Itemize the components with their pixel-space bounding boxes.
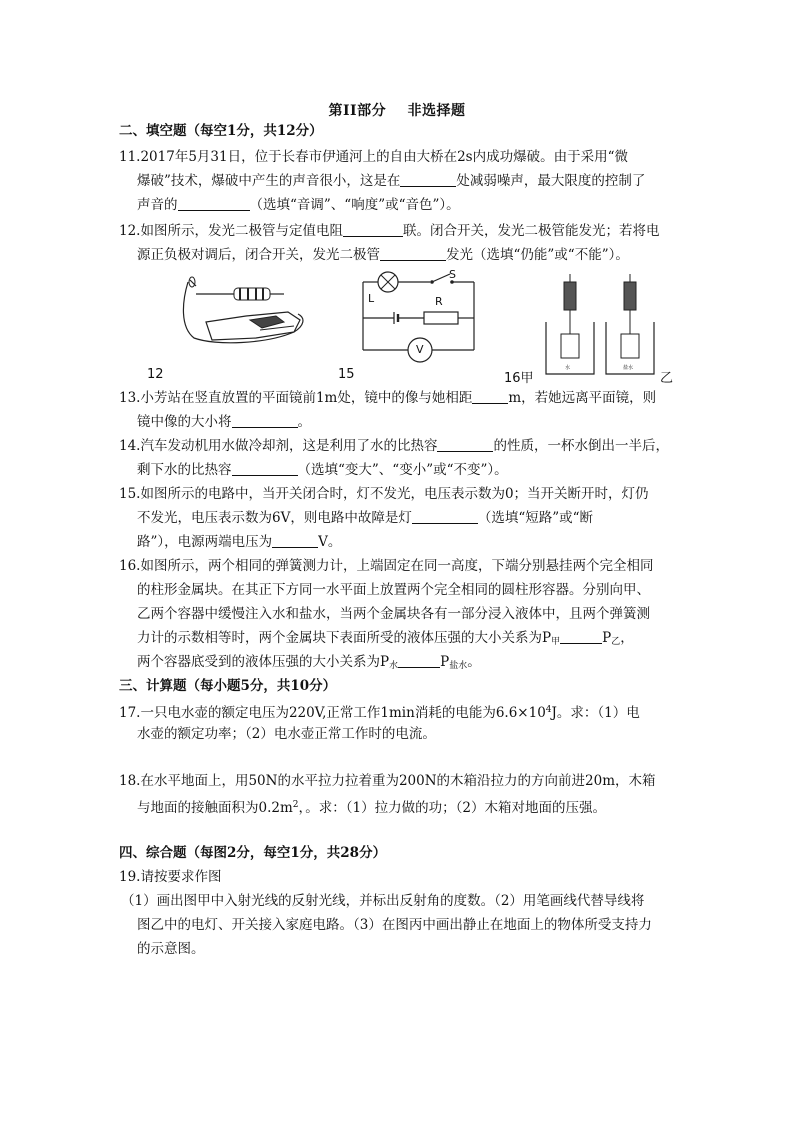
q18-text-b: ，。求：（1）拉力做的功；（2）木箱对地面的压强。 [298,800,606,816]
q12-text-c: 源正负极对调后，闭合开关，发光二极管 [137,247,380,263]
section-calc-title: 三、计算题（每小题5分，共10分） [119,678,337,694]
section-fill-in-title: 二、填空题（每空1分，共12分） [119,123,323,139]
q14-text-a: 14.汽车发动机用水做冷却剂，这是利用了水的比热容 [119,438,438,454]
figure-12-led-circuit [176,272,316,352]
q12-blank-1 [343,222,403,237]
q13-line2 [137,412,311,432]
q15-text-a: 不发光，电压表示数为6V，则电路中故障是灯 [137,510,412,526]
q17-line2: 水壶的额定功率；（2）电水壶正常工作时的电流。 [137,726,436,742]
q11-text-c: 声音的 [137,197,178,213]
q16-text-b: 两个容器底受到的液体压强的大小关系为P [137,654,390,670]
q18-text-a: 与地面的接触面积为0.2m [137,800,293,816]
q16-blank-2 [398,653,440,668]
q11-text-d: （选填“音调”、“响度”或“音色”）。 [249,197,460,213]
voltmeter-label: V [416,343,424,356]
q11-line3 [137,195,460,215]
section-comprehensive-title: 四、综合题（每图2分，每空1分，共28分） [119,845,387,861]
q16-line2: 的柱形金属块。在其正下方同一水平面上放置两个完全相同的圆柱形容器。分别向甲、 [137,582,650,598]
figure-12-label: 12 [147,367,164,382]
q12-text-d: 发光（选填“仍能”或“不能”）。 [446,247,629,263]
q12-line1 [119,221,659,241]
q14-line1 [119,436,669,456]
q19-line1: （1）画出图甲中入射光线的反射光线，并标出反射角的度数。（2）用笔画线代替导线将 [121,893,645,909]
q16-sub-yi: 乙 [611,637,621,647]
q17-text-b: J。求：（1）电 [551,705,640,721]
q12-text-a: 12.如图所示，发光二极管与定值电阻 [119,223,343,239]
figure-16-label-a: 16甲 [504,371,534,386]
q17-line1 [119,700,640,723]
q13-text-a: 13.小芳站在竖直放置的平面镜前1m处，镜中的像与她相距 [119,390,473,406]
q13-blank-1 [472,389,508,404]
q17-exponent: 4 [545,705,552,715]
q13-text-d: 。 [297,414,311,430]
figure-15-circuit [360,270,490,370]
q12-text-b: 联。闭合开关，发光二极管能发光；若将电 [402,223,660,239]
figure-16-spring-scales [540,270,664,380]
q16-text-p2: P [440,654,450,670]
q16-text-p: P [602,630,612,646]
q15-blank-1 [412,509,478,524]
q14-blank-1 [437,437,493,452]
switch-label: S [449,268,456,281]
q11-text-b: 处减弱噪声，最大限度的控制了 [456,173,646,189]
q14-text-c: 剩下水的比热容 [137,462,232,478]
q13-text-b: m，若她远离平面镜，则 [508,390,657,406]
q15-line1: 15.如图所示的电路中，当开关闭合时，灯不发光，电压表示数为0；当开关断开时，灯仍 [119,486,649,502]
figure-16-label-b: 乙 [660,371,674,386]
q13-blank-2 [232,413,298,428]
q19-line2: 图乙中的电灯、开关接入家庭电路。（3）在图丙中画出静止在地面上的物体所受支持力 [137,917,652,933]
lamp-label: L [368,292,375,305]
q18-exponent: 2 [292,800,299,810]
q12-line2 [137,245,629,265]
q14-text-b: 的性质，一杯水倒出一半后， [493,438,669,454]
q14-blank-2 [232,461,298,476]
q11-text-a: 爆破”技术，爆破中产生的声音很小，这是在 [137,173,401,189]
q15-text-d: V。 [318,534,342,550]
q16-line3: 乙两个容器中缓慢注入水和盐水，当两个金属块各有一部分浸入液体中，且两个弹簧测 [137,606,650,622]
part-heading [0,100,794,120]
q15-line2 [137,508,593,528]
q19-line0: 19.请按要求作图 [119,869,222,885]
q15-line3 [137,532,341,552]
container-2-label: 盐水 [623,365,634,371]
q15-blank-2 [272,533,318,548]
q11-blank-2 [178,196,250,211]
container-1-label: 水 [565,365,571,371]
q16-sub-jia: 甲 [551,637,561,647]
q15-text-b: （选填“短路”或“断 [477,510,594,526]
q11-blank-1 [400,172,456,187]
q16-text-end: 。 [467,654,481,670]
q16-text-comma: ， [620,630,634,646]
q14-text-d: （选填“变大”、“变小”或“不变”）。 [297,462,508,478]
q16-sub-saltwater: 盐水 [449,661,468,671]
q12-blank-2 [380,246,446,261]
q16-text-a: 力计的示数相等时，两个金属块下表面所受的液体压强的大小关系为P [137,630,552,646]
resistor-label: R [435,295,443,308]
q14-line2 [137,460,508,480]
q16-line1: 16.如图所示，两个相同的弹簧测力计，上端固定在同一高度，下端分别悬挂两个完全相同 [119,558,654,574]
q13-text-c: 镜中像的大小将 [137,414,232,430]
q13-line1 [119,388,656,408]
q18-line2 [137,795,606,818]
q19-line3: 的示意图。 [137,941,205,957]
q17-text-a: 17.一只电水壶的额定电压为220V,正常工作1min消耗的电能为6.6×10 [119,705,546,721]
figure-15-label: 15 [338,367,355,382]
q16-blank-1 [560,629,602,644]
q11-line1: 11.2017年5月31日，位于长春市伊通河上的自由大桥在2s内成功爆破。由于采用“微 [119,149,629,165]
q16-line5 [137,652,481,676]
q11-line2 [137,171,645,191]
part-number: 第II部分 [328,103,387,119]
q15-text-c: 路”），电源两端电压为 [137,534,273,550]
part-name: 非选择题 [407,103,466,119]
q16-line4 [137,628,634,652]
q18-line1: 18.在水平地面上，用50N的水平拉力拉着重为200N的木箱沿拉力的方向前进20m，木箱 [119,773,656,789]
q16-sub-water: 水 [389,661,399,671]
